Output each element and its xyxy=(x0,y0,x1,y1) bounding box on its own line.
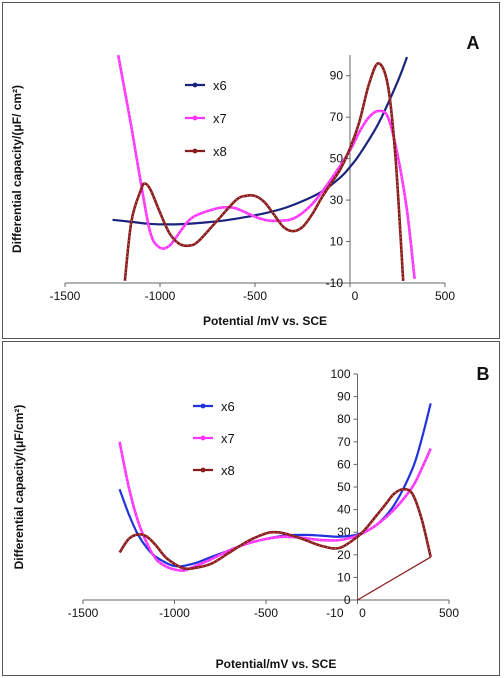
chart-b-legend-x7-label: x7 xyxy=(221,431,235,446)
chart-panel-b xyxy=(2,341,500,676)
chart-b-x-tick-label: 0 xyxy=(359,606,366,620)
chart-panel-a xyxy=(2,2,500,339)
chart-b-y-tick-label: 100 xyxy=(330,367,351,381)
chart-a-legend-x8-marker xyxy=(193,149,198,154)
chart-a-series-x7-markers xyxy=(118,55,414,279)
chart-b-x-tick-label: -1500 xyxy=(67,606,99,620)
chart-b-y-tick-label: 50 xyxy=(337,480,351,494)
chart-a-y-tick-label: -10 xyxy=(325,276,343,290)
chart-a-legend-x6-marker xyxy=(193,83,198,88)
chart-a-x-tick-label: 0 xyxy=(351,289,359,303)
chart-b-series-x8-line xyxy=(120,489,431,569)
chart-b-x-tick-label: 500 xyxy=(438,606,460,620)
chart-b-y-axis-title: Differential capacity/(μF/cm²) xyxy=(12,404,26,570)
chart-a-x-tick-label: 500 xyxy=(434,289,456,303)
chart-a-legend-x7-marker xyxy=(193,116,198,121)
chart-a-legend-x7-label: x7 xyxy=(213,111,227,126)
chart-b-y-tick-label: 30 xyxy=(337,525,351,540)
chart-b-y-tick-label: 80 xyxy=(337,412,351,427)
chart-b-legend-x8-label: x8 xyxy=(221,463,235,478)
chart-a-x-axis-title: Potential /mV vs. SCE xyxy=(202,314,328,328)
chart-b-x-tick-label: -1000 xyxy=(159,606,190,620)
chart-b-y-tick-label: 60 xyxy=(337,457,351,472)
chart-a-x-tick-label: -1500 xyxy=(49,289,81,303)
chart-a-series-x7-line xyxy=(118,55,414,279)
chart-a-y-tick-label: 50 xyxy=(329,151,343,166)
chart-b-svg xyxy=(3,342,501,677)
chart-a-y-tick-label: 90 xyxy=(329,68,343,83)
chart-b-legend-x6-label: x6 xyxy=(221,399,235,414)
chart-b-legend-x8-marker xyxy=(201,468,206,473)
chart-a-y-tick-label: 70 xyxy=(329,110,343,125)
chart-b-y-tick-label: 40 xyxy=(337,502,351,517)
chart-b-series-x6-line xyxy=(120,403,431,566)
chart-a-y-axis-title: Differential capacity/(μF/ cm²) xyxy=(10,84,24,254)
chart-b-y-tick-label: 90 xyxy=(337,389,351,404)
chart-b-y-tick-label: 0 xyxy=(343,593,351,607)
chart-a-svg xyxy=(3,3,501,340)
chart-a-x-tick-label: -1000 xyxy=(144,289,176,303)
chart-a-legend-x6-label: x6 xyxy=(213,78,227,93)
chart-b-y-tick-label: 10 xyxy=(337,570,351,585)
chart-b-panel-label: B xyxy=(476,364,490,384)
chart-a-y-tick-label: 30 xyxy=(329,193,343,208)
chart-b-extra-line xyxy=(358,557,431,600)
chart-b-y-tick-label: 20 xyxy=(337,547,351,562)
chart-b-x-axis-title: Potential/mV vs. SCE xyxy=(215,657,337,671)
chart-a-legend-x8-label: x8 xyxy=(213,144,227,159)
chart-b-legend-x7-marker xyxy=(201,436,206,441)
chart-a-x-tick-label: -500 xyxy=(242,289,268,303)
chart-b-extra-tick-label: -10 xyxy=(326,606,344,620)
chart-b-legend-x6-marker xyxy=(201,404,206,409)
chart-a-panel-label: A xyxy=(466,33,480,53)
chart-b-y-tick-label: 70 xyxy=(337,434,351,449)
chart-a-y-tick-label: 10 xyxy=(329,234,343,249)
chart-b-x-tick-label: -500 xyxy=(253,606,279,620)
